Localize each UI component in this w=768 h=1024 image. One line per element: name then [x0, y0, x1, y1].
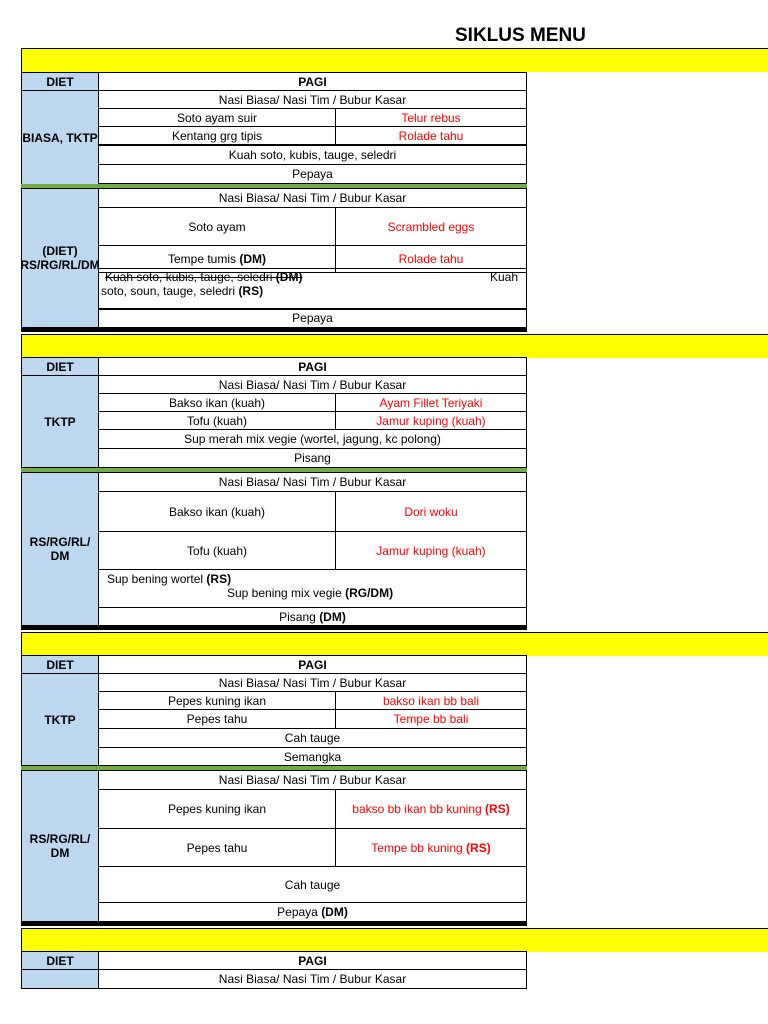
vegetable-text-rs: soto, soun, tauge, seledri [101, 284, 236, 298]
diet-tag: (DM) [239, 252, 267, 266]
diet-header: DIET [21, 72, 99, 91]
vegetable-cell: Kuah soto, kubis, tauge, seledri [98, 145, 527, 165]
vegetable-cell [98, 569, 527, 608]
diet-label-tktp: TKTP [21, 673, 99, 766]
alt-side-dish-cell: Jamur kuping (kuah) [335, 531, 527, 570]
diet-tag: (RS) [485, 802, 510, 816]
diet-header: DIET [21, 357, 99, 376]
vegetable-cell: Sup merah mix vegie (wortel, jagung, kc polong) [98, 429, 527, 449]
fruit-cell [98, 902, 527, 922]
main-dish-cell: Soto ayam suir [98, 108, 336, 127]
fruit-cell [98, 607, 527, 626]
yellow-day-bar [21, 48, 768, 72]
diet-tag: (RG/DM) [345, 586, 394, 600]
carb-cell: Nasi Biasa/ Nasi Tim / Bubur Kasar [98, 375, 527, 394]
diet-header: DIET [21, 951, 99, 970]
black-divider [21, 921, 527, 926]
black-divider [21, 625, 527, 630]
diet-tag: (RS) [206, 572, 232, 586]
pagi-header: PAGI [98, 72, 527, 91]
alt-side-dish-cell: Rolade tahu [335, 245, 527, 273]
vegetable-cell: Cah tauge [98, 728, 527, 748]
fruit-cell: Pepaya [98, 164, 527, 184]
side-dish-cell: Kentang grg tipis [98, 126, 336, 145]
yellow-day-bar [21, 334, 768, 358]
carb-cell: Nasi Biasa/ Nasi Tim / Bubur Kasar [98, 770, 527, 790]
alt-dish-cell [335, 789, 527, 829]
side-dish-cell: Tofu (kuah) [98, 531, 336, 570]
side-dish-cell: Pepes tahu [98, 709, 336, 729]
diet-tag: (RS) [466, 840, 491, 855]
vegetable-cell [98, 268, 527, 310]
diet-label [21, 969, 99, 989]
alt-dish-cell: bakso ikan bb bali [335, 691, 527, 710]
pagi-header: PAGI [98, 951, 527, 970]
vegetable-cell: Cah tauge [98, 866, 527, 903]
carb-cell: Nasi Biasa/ Nasi Tim / Bubur Kasar [98, 673, 527, 692]
diet-tag: (DM) [319, 609, 346, 624]
vegetable-prefix-rs: Kuah [489, 270, 518, 284]
alt-dish-cell: Dori woku [335, 491, 527, 532]
carb-cell: Nasi Biasa/ Nasi Tim / Bubur Kasar [98, 188, 527, 208]
main-dish-cell: Pepes kuning ikan [98, 789, 336, 829]
pagi-header: PAGI [98, 655, 527, 674]
main-dish-cell: Pepes kuning ikan [98, 691, 336, 710]
diet-label-diet: RS/RG/RL/ DM [21, 472, 99, 626]
pagi-header: PAGI [98, 357, 527, 376]
carb-cell: Nasi Biasa/ Nasi Tim / Bubur Kasar [98, 969, 527, 989]
vegetable-text-dm: Kuah soto, kubis, tauge, seledri [105, 270, 273, 284]
alt-dish-cell: Telur rebus [335, 108, 527, 127]
main-dish-cell: Bakso ikan (kuah) [98, 393, 336, 412]
alt-side-dish-text: Tempe bb kuning [371, 840, 463, 855]
alt-dish-cell: Ayam Fillet Teriyaki [335, 393, 527, 412]
side-dish-cell: Pepes tahu [98, 828, 336, 867]
diet-label-tktp: TKTP [21, 375, 99, 468]
fruit-cell: Pepaya [98, 308, 527, 328]
diet-tag: (DM) [275, 270, 303, 284]
yellow-day-bar [21, 928, 768, 952]
diet-tag: (DM) [321, 905, 348, 919]
page-title: SIKLUS MENU [455, 25, 586, 46]
vegetable-text-rgdm: Sup bening mix vegie [227, 586, 342, 600]
main-dish-cell: Soto ayam [98, 207, 336, 246]
yellow-day-bar [21, 632, 768, 656]
diet-tag: (RS) [238, 284, 264, 298]
diet-label-diet: (DIET) RS/RG/RL/DM [21, 188, 99, 328]
fruit-cell: Semangka [98, 747, 527, 766]
diet-header: DIET [21, 655, 99, 674]
fruit-text: Pisang [279, 609, 316, 624]
alt-dish-text: bakso bb ikan bb kuning [352, 802, 482, 816]
side-dish-text: Tempe tumis [167, 252, 237, 266]
side-dish-cell: Tofu (kuah) [98, 411, 336, 430]
carb-cell: Nasi Biasa/ Nasi Tim / Bubur Kasar [98, 90, 527, 109]
alt-side-dish-cell: Rolade tahu [335, 126, 527, 145]
main-dish-cell: Bakso ikan (kuah) [98, 491, 336, 532]
fruit-cell: Pisang [98, 448, 527, 468]
alt-dish-cell: Scrambled eggs [335, 207, 527, 246]
diet-label-biasa: BIASA, TKTP [21, 90, 99, 185]
diet-label-diet: RS/RG/RL/ DM [21, 770, 99, 922]
black-divider [21, 327, 527, 332]
alt-side-dish-cell: Tempe bb bali [335, 709, 527, 729]
vegetable-text-rs: Sup bening wortel [107, 572, 204, 586]
alt-side-dish-cell [335, 828, 527, 867]
alt-side-dish-cell: Jamur kuping (kuah) [335, 411, 527, 430]
carb-cell: Nasi Biasa/ Nasi Tim / Bubur Kasar [98, 472, 527, 492]
fruit-text: Pepaya [277, 905, 318, 919]
